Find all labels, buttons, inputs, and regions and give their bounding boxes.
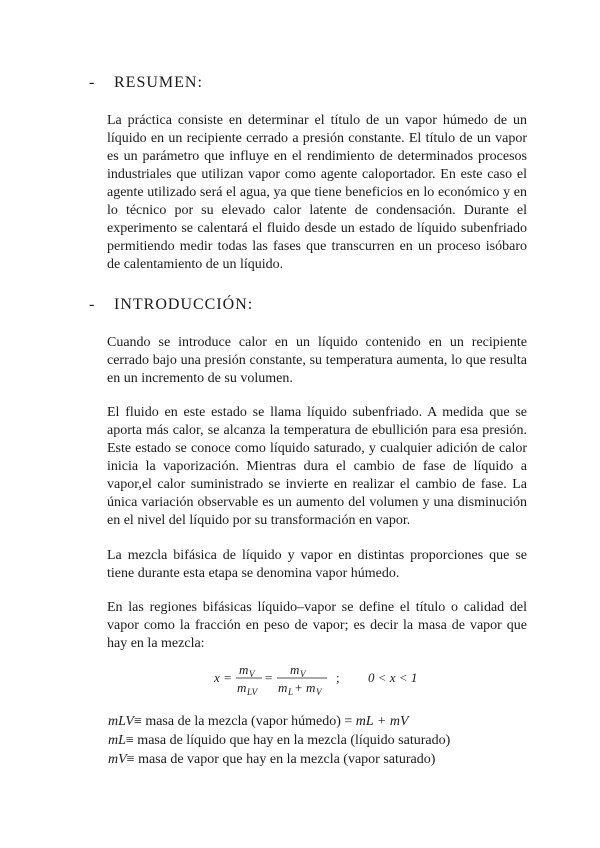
formula-eq2: = bbox=[265, 670, 273, 685]
definition-item bbox=[108, 712, 450, 731]
definition-item bbox=[108, 750, 450, 769]
heading-dash: - bbox=[89, 296, 96, 313]
formula-den2-b-sub: V bbox=[316, 687, 322, 697]
definition-symbol: mLV bbox=[108, 714, 134, 729]
formula-eq1: = bbox=[224, 670, 232, 685]
definition-text: ≡ masa de la mezcla (vapor húmedo) = bbox=[133, 714, 356, 729]
definition-symbol: mV bbox=[108, 752, 127, 767]
formula-den1: m bbox=[237, 680, 247, 695]
intro-paragraph-4: En las regiones bifásicas líquido–vapor se define el título o calidad del vapor como la fracción en peso de vapor; es decir la masa de vapor que hay en la mezcla: bbox=[107, 600, 527, 651]
definition-list bbox=[108, 712, 450, 769]
resumen-paragraph: La práctica consiste en determinar el título de un vapor húmedo de un líquido en un recipiente cerrado a presión constante. El título de un vapor es un parámetro que influye en el rendimiento de determinados procesos industriales que utilizan vapor como agente caloportador. En este caso el agente utilizado será el agua, ya que tiene beneficios en lo económico y en lo técnico por su elevado calor latente de condensación. Durante el experimento se calentará el fluido desde un estado de líquido subenfriado permitiendo medir todas las fases que transcurren en un proceso isóbaro de calentamiento de un líquido. bbox=[107, 113, 527, 272]
title-formula bbox=[0, 664, 600, 704]
heading-introduccion bbox=[89, 296, 253, 314]
definition-expr: mL + mV bbox=[355, 714, 409, 729]
definition-text: ≡ masa de líquido que hay en la mezcla (líquido saturado) bbox=[125, 733, 451, 748]
definition-symbol: mL bbox=[108, 733, 126, 748]
heading-title: RESUMEN: bbox=[114, 74, 203, 91]
formula-num1-sub: V bbox=[249, 669, 255, 679]
heading-resumen bbox=[89, 74, 203, 92]
definition-item bbox=[108, 731, 450, 750]
heading-title: INTRODUCCIÓN: bbox=[114, 296, 254, 313]
formula-den2-b: m bbox=[306, 680, 316, 695]
formula-den2-a-sub: L bbox=[288, 687, 294, 697]
formula-num2-sub: V bbox=[300, 669, 306, 679]
formula-num2: m bbox=[290, 664, 300, 677]
formula-den2-a: m bbox=[278, 680, 288, 695]
formula-x: x bbox=[214, 670, 220, 685]
formula-plus: + bbox=[295, 680, 303, 695]
formula-den1-sub: LV bbox=[247, 687, 258, 697]
formula-range: 0 < x < 1 bbox=[368, 670, 418, 685]
formula-separator: ; bbox=[336, 670, 340, 685]
definition-text: ≡ masa de vapor que hay en la mezcla (vapor saturado) bbox=[126, 752, 436, 767]
intro-paragraph-2: El fluido en este estado se llama líquido subenfriado. A medida que se aporta más calor, se alcanza la temperatura de ebullición para esa presión. Este estado se conoce como líquido saturado, y cualquier adición de calor inicia la vaporización. Mientras dura el cambio de fase de líquido a vapor,el calor suministrado se invierte en realizar el cambio de fase. La única variación observable es un aumento del volumen y una disminución en el nivel del líquido por su transformación en vapor. bbox=[107, 405, 527, 528]
heading-dash: - bbox=[89, 74, 96, 91]
formula-num1: m bbox=[239, 664, 249, 677]
intro-paragraph-3: La mezcla bifásica de líquido y vapor en distintas proporciones que se tiene durante esta etapa se denomina vapor húmedo. bbox=[107, 548, 527, 581]
intro-paragraph-1: Cuando se introduce calor en un líquido contenido en un recipiente cerrado bajo una presión constante, su temperatura aumenta, lo que resulta en un incremento de su volumen. bbox=[107, 335, 527, 386]
